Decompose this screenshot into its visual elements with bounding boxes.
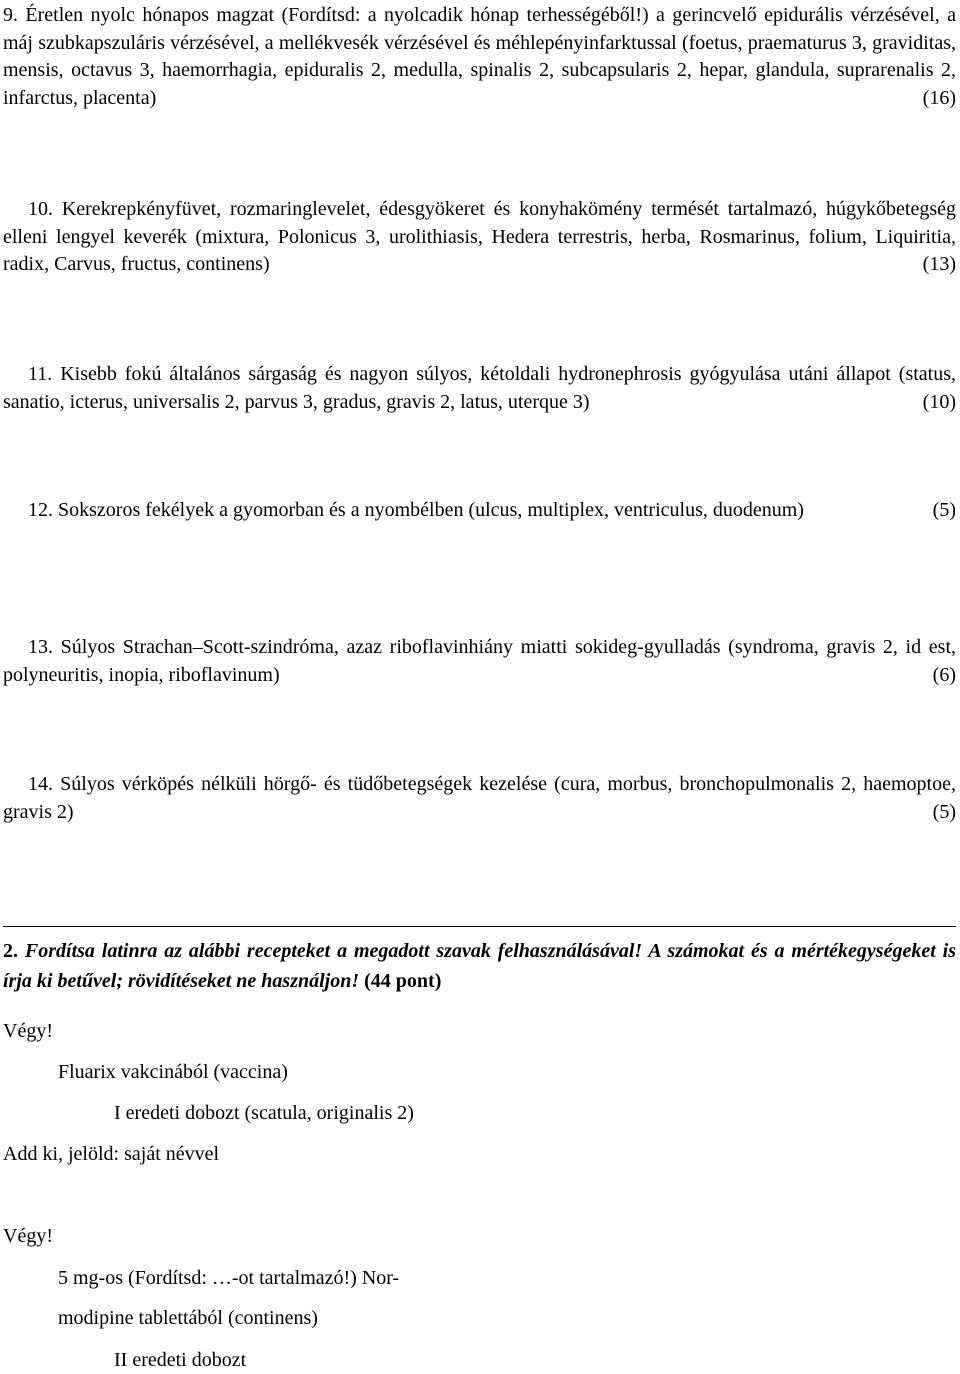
- points-label: (13): [922, 253, 956, 275]
- task-instruction: Fordítsa latinra az alábbi recepteket a megadott szavak felhasználásával! A számokat és a mértékegységeket is írja ki betűvel; rövidítéseket ne használjon!: [3, 940, 957, 992]
- recipe-2-line-1: 5 mg-os (Fordítsd: …-ot tartalmazó!) Nor-: [58, 1267, 400, 1289]
- recipe-2-line-3: II eredeti dobozt: [114, 1349, 247, 1371]
- exercise-item-13: [3, 634, 956, 689]
- points-label: (10): [922, 390, 956, 413]
- exercise-text: 14. Súlyos vérköpés nélküli hörgő- és tüdőbetegségek kezelése (cura, morbus, bronchopulmonalis 2, haemoptoe, gravis 2): [3, 773, 956, 823]
- section-divider: [3, 926, 956, 927]
- exercise-text: 9. Éretlen nyolc hónapos magzat (Fordítsd: a nyolcadik hónap terhességéből!) a gerincvelő epidurális vérzésével, a máj szubkapszuláris vérzésével, a mellékvesék vérzésével és méhlepényinfarktussal (foetus, praematurus 3, graviditas, mensis, octavus 3, haemorrhagia, epiduralis 2, medulla, spinalis 2, subcapsularis 2, hepar, glandula, suprarenalis 2, infarctus, placenta): [3, 4, 956, 109]
- points-label: (16): [922, 86, 956, 109]
- exercise-text: 11. Kisebb fokú általános sárgaság és nagyon súlyos, kétoldali hydronephrosis gyógyulása utáni állapot (status, sanatio, icterus, universalis 2, parvus 3, gradus, gravis 2, latus, uterque 3): [3, 363, 956, 413]
- exercise-item-9: [3, 2, 956, 112]
- exercise-item-11: [3, 361, 956, 416]
- exercise-item-10: [3, 196, 956, 279]
- recipe-2-line-2: modipine tablettából (continens): [58, 1307, 318, 1329]
- exercise-text: 13. Súlyos Strachan–Scott-szindróma, azaz riboflavinhiány miatti sokideg-gyulladás (syndroma, gravis 2, id est, polyneuritis, inopia, riboflavinum): [3, 636, 956, 686]
- recipe-2-vegy: Végy!: [3, 1225, 53, 1247]
- exercise-text: 12. Sokszoros fekélyek a gyomorban és a nyombélben (ulcus, multiplex, ventriculus, duodenum): [28, 499, 804, 521]
- exercise-text: 10. Kerekrepkényfüvet, rozmaringlevelet, édesgyökeret és konyhakömény termését tartalmazó, húgykőbetegség elleni lengyel keverék (mixtura, Polonicus 3, urolithiasis, Hedera terrestris, herba, Rosmarinus, folium, Liquiritia, radix, Carvus, fructus, continens): [3, 198, 956, 275]
- exercise-item-12: [3, 497, 956, 525]
- points-label: (6): [932, 663, 956, 686]
- recipe-1-line-2: I eredeti dobozt (scatula, originalis 2): [114, 1102, 414, 1124]
- points-label: (5): [932, 499, 956, 521]
- task-points: (44 pont): [364, 970, 442, 992]
- recipe-1-vegy: Végy!: [3, 1020, 53, 1042]
- recipe-1-line-1: Fluarix vakcinából (vaccina): [58, 1061, 288, 1083]
- task-2-heading: [3, 936, 956, 996]
- exercise-item-14: [3, 771, 956, 826]
- points-label: (5): [932, 800, 956, 823]
- recipe-1-line-3: Add ki, jelöld: saját névvel: [3, 1143, 220, 1165]
- task-number: 2.: [3, 940, 18, 962]
